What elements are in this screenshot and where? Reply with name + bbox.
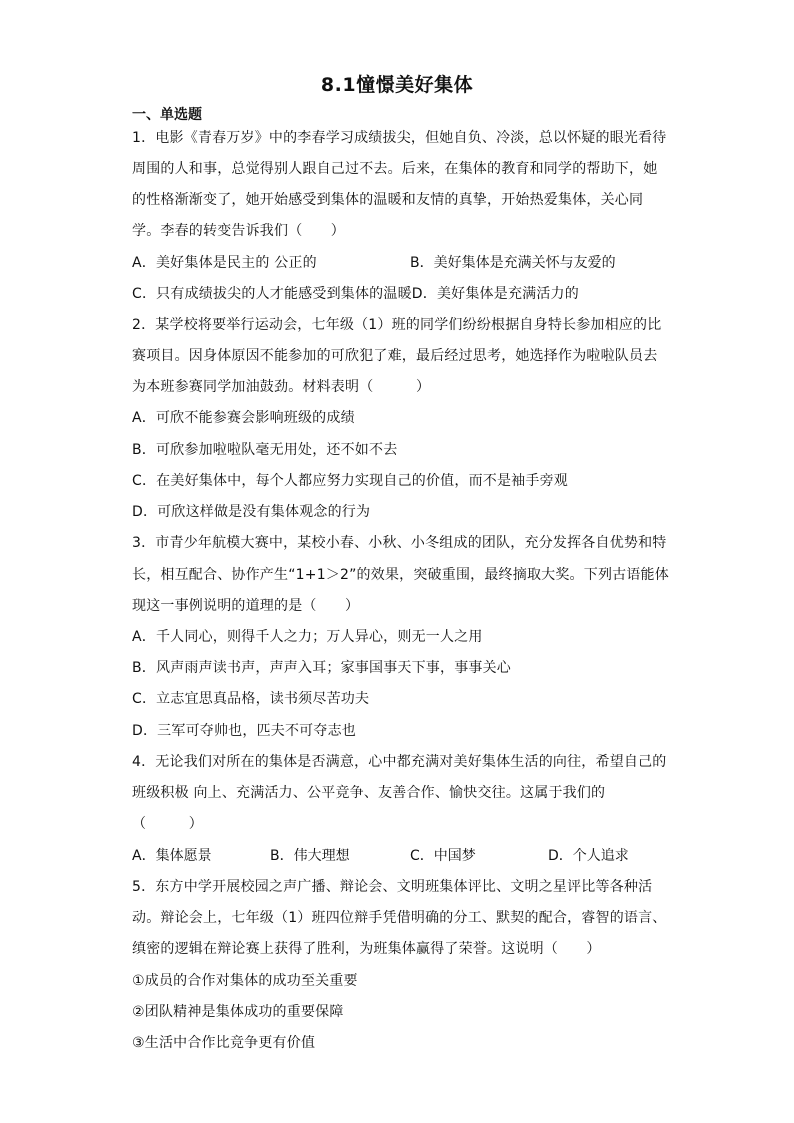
q2-option-b: B．可欣参加啦啦队毫无用处，还不如不去 <box>132 442 398 458</box>
q5-item: ③生活中合作比竞争更有价值 <box>132 1035 316 1051</box>
q5-stem-line: 缜密的逻辑在辩论赛上获得了胜利，为班集体赢得了荣誉。这说明（ ） <box>132 941 601 957</box>
q4-option-a: A．集体愿景 <box>132 848 212 864</box>
q4-stem-line: （ ） <box>132 816 203 832</box>
q1-stem-line: 周围的人和事，总觉得别人跟自己过不去。后来，在集体的教育和同学的帮助下，她 <box>132 161 658 177</box>
q4-option-c: C．中国梦 <box>410 848 476 864</box>
q4-option-b: B．伟大理想 <box>270 848 350 864</box>
q5-stem-line: 动。辩论会上，七年级（1）班四位辩手凭借明确的分工、默契的配合，睿智的语言、 <box>132 910 667 926</box>
q1-option-b: B．美好集体是充满关怀与友爱的 <box>410 255 616 271</box>
q3-option-b: B．风声雨声读书声，声声入耳；家事国事天下事，事事关心 <box>132 660 512 676</box>
q5-stem-line: 5．东方中学开展校园之声广播、辩论会、文明班集体评比、文明之星评比等各种活 <box>132 879 653 895</box>
q1-stem-line: 1．电影《青春万岁》中的李春学习成绩拔尖，但她自负、冷淡，总以怀疑的眼光看待 <box>132 130 667 146</box>
q2-stem-line: 2．某学校将要举行运动会，七年级（1）班的同学们纷纷根据自身特长参加相应的比 <box>132 317 662 333</box>
q1-stem-line: 学。李春的转变告诉我们（ ） <box>132 223 345 239</box>
q5-item: ①成员的合作对集体的成功至关重要 <box>132 973 358 989</box>
q3-stem-line: 3．市青少年航模大赛中，某校小春、小秋、小冬组成的团队，充分发挥各自优势和特 <box>132 535 667 551</box>
q2-option-c: C．在美好集体中，每个人都应努力实现自己的价值，而不是袖手旁观 <box>132 473 568 489</box>
q3-option-a: A．千人同心，则得千人之力；万人异心，则无一人之用 <box>132 629 483 645</box>
q1-stem-line: 的性格渐渐变了，她开始感受到集体的温暖和友情的真挚，开始热爱集体，关心同 <box>132 192 644 208</box>
q3-option-d: D．三军可夺帅也，匹夫不可夺志也 <box>132 723 356 739</box>
q4-stem-line: 4．无论我们对所在的集体是否满意，心中都充满对美好集体生活的向往，希望自己的 <box>132 754 667 770</box>
q2-option-d: D．可欣这样做是没有集体观念的行为 <box>132 504 371 520</box>
q2-stem-line: 为本班参赛同学加油鼓劲。材料表明（ ） <box>132 379 431 395</box>
q4-stem-line: 班级积极 向上、充满活力、公平竞争、友善合作、愉快交往。这属于我们的 <box>132 785 606 801</box>
q2-stem-line: 赛项目。因身体原因不能参加的可欣犯了难，最后经过思考，她选择作为啦啦队员去 <box>132 348 658 364</box>
q5-item: ②团队精神是集体成功的重要保障 <box>132 1004 344 1020</box>
document-title: 8.1憧憬美好集体 <box>320 74 474 96</box>
q4-option-d: D．个人追求 <box>548 848 629 864</box>
q1-option-cd: C．只有成绩拔尖的人才能感受到集体的温暖D．美好集体是充满活力的 <box>132 286 579 302</box>
q3-option-c: C．立志宜思真品格，读书须尽苦功夫 <box>132 691 370 707</box>
q3-stem-line: 现这一事例说明的道理的是（ ） <box>132 598 360 614</box>
q2-option-a: A．可欣不能参赛会影响班级的成绩 <box>132 410 355 426</box>
q1-option-a: A．美好集体是民主的 公正的 <box>132 255 317 271</box>
q3-stem-line: 长，相互配合、协作产生“1+1＞2”的效果，突破重围，最终摘取大奖。下列古语能体 <box>132 567 669 583</box>
section-heading: 一、单选题 <box>132 107 202 123</box>
